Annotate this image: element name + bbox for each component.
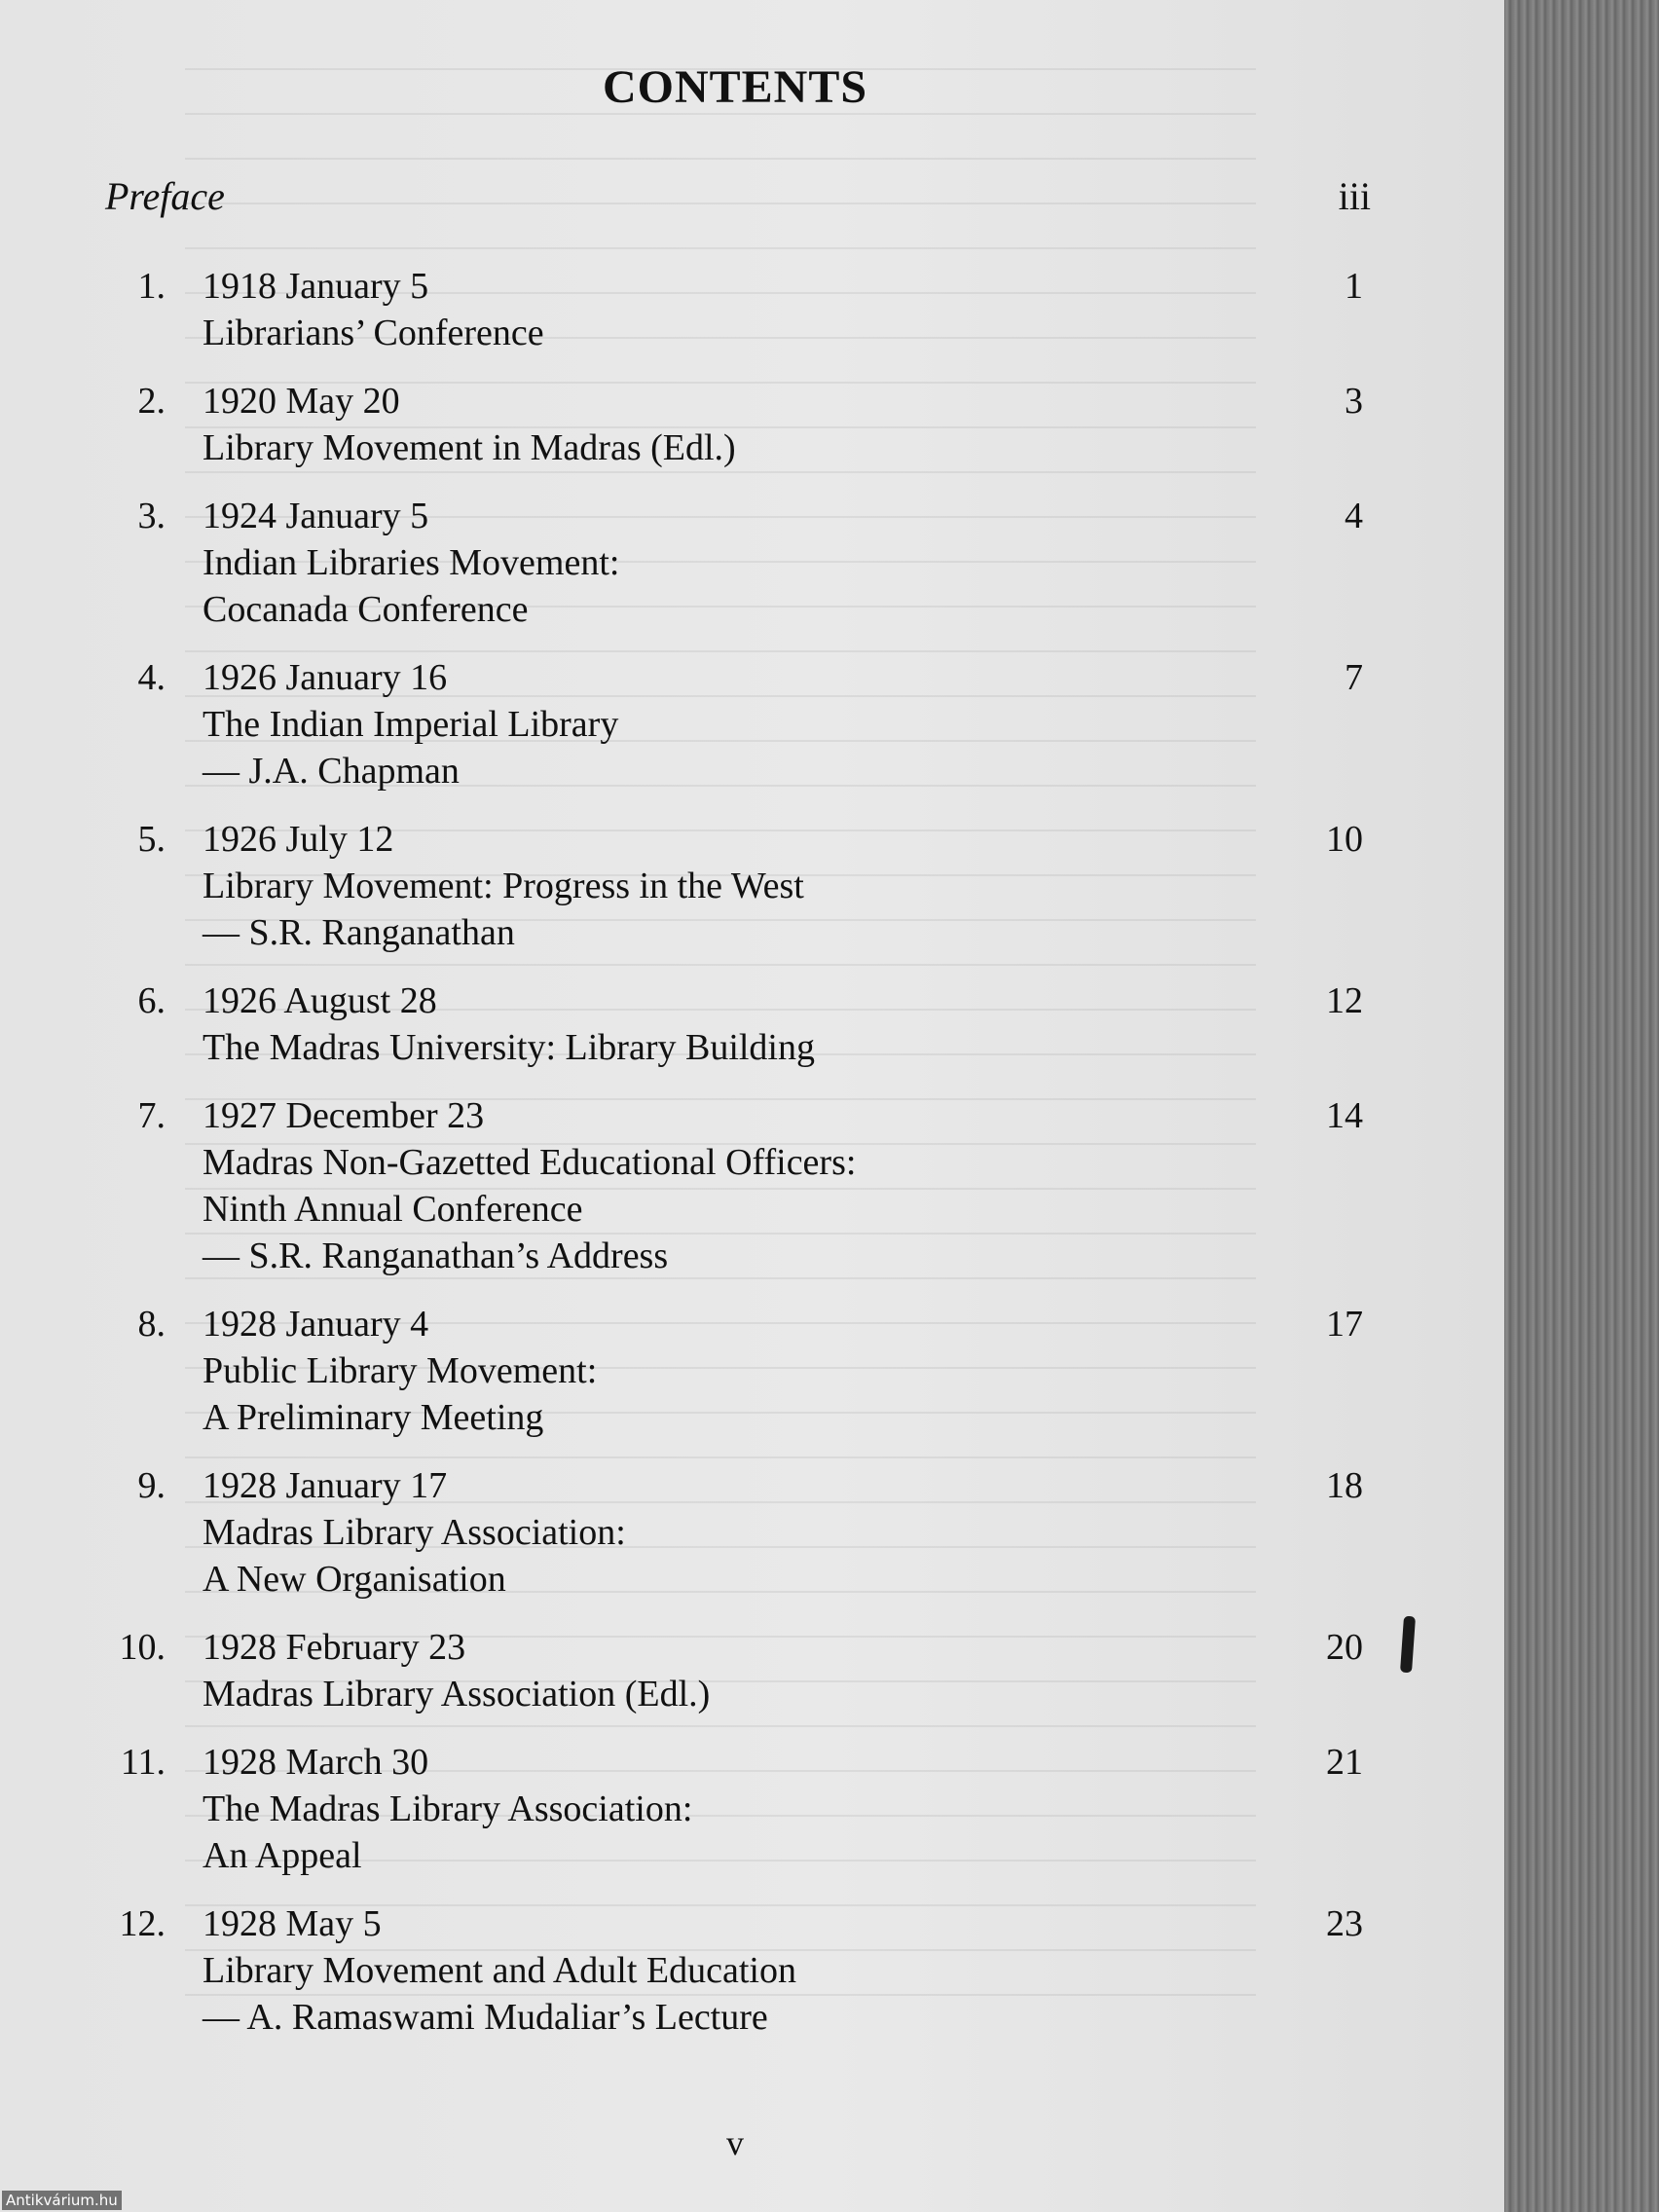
entry-number: 7. [137, 1095, 166, 1136]
entry-text [203, 1301, 597, 1441]
entry-page-number: 17 [1326, 1304, 1363, 1345]
entry-page-number: 21 [1326, 1742, 1363, 1783]
entry-page-number: 20 [1326, 1627, 1363, 1668]
entry-date: 1924 January 5 [203, 496, 429, 536]
entry-title-line: Madras Library Association: [203, 1512, 626, 1553]
contents-entry [0, 1301, 1504, 1441]
entry-date: 1928 May 5 [203, 1903, 382, 1944]
contents-entry [0, 1092, 1504, 1279]
entry-date: 1926 January 16 [203, 657, 448, 698]
entry-title-line: Library Movement and Adult Education [203, 1950, 796, 1991]
entry-number: 10. [119, 1627, 166, 1668]
entry-title-line: An Appeal [203, 1835, 362, 1876]
entry-page-number: 7 [1345, 657, 1363, 698]
contents-entry [0, 816, 1504, 956]
entry-title-line: The Madras University: Library Building [203, 1027, 815, 1068]
contents-entry [0, 1624, 1504, 1717]
entry-title-line: — S.R. Ranganathan [203, 912, 515, 953]
entry-number: 4. [137, 657, 166, 698]
entry-text [203, 1624, 710, 1717]
entry-number: 11. [120, 1742, 166, 1783]
entry-page-number: 14 [1326, 1095, 1363, 1136]
entry-text [203, 1739, 692, 1879]
entry-title-line: Librarians’ Conference [203, 313, 544, 353]
contents-entry [0, 1900, 1504, 2041]
entry-title-line: Public Library Movement: [203, 1350, 598, 1391]
entry-title-line: — A. Ramaswami Mudaliar’s Lecture [203, 1997, 768, 2038]
entry-text [203, 1462, 626, 1603]
entry-date: 1927 December 23 [203, 1095, 485, 1136]
entry-title-line: The Madras Library Association: [203, 1788, 693, 1829]
entry-date: 1928 January 17 [203, 1465, 448, 1506]
entry-text [203, 1092, 856, 1279]
contents-entry [0, 977, 1504, 1071]
contents-list [0, 263, 1504, 2062]
entry-number: 12. [119, 1903, 166, 1944]
watermark: Antikvárium.hu [2, 2191, 122, 2210]
entry-title-line: Library Movement in Madras (Edl.) [203, 427, 736, 468]
entry-number: 3. [137, 496, 166, 536]
entry-title-line: Cocanada Conference [203, 589, 529, 630]
contents-entry [0, 654, 1504, 794]
entry-date: 1920 May 20 [203, 381, 400, 422]
entry-text [203, 654, 618, 794]
entry-title-line: — J.A. Chapman [203, 751, 460, 792]
entry-page-number: 1 [1345, 266, 1363, 307]
page-stack-edge [1504, 0, 1659, 2212]
preface-label: Preface [105, 174, 225, 218]
entry-page-number: 3 [1345, 381, 1363, 422]
contents-entry [0, 263, 1504, 356]
entry-text [203, 378, 736, 471]
entry-title-line: — S.R. Ranganathan’s Address [203, 1235, 669, 1276]
entry-page-number: 18 [1326, 1465, 1363, 1506]
entry-date: 1926 July 12 [203, 819, 394, 860]
page-title: CONTENTS [602, 61, 868, 113]
entry-date: 1928 March 30 [203, 1742, 429, 1783]
entry-text [203, 816, 804, 956]
entry-text [203, 977, 815, 1071]
entry-title-line: A New Organisation [203, 1559, 506, 1600]
contents-entry [0, 378, 1504, 471]
page-folio: v [726, 2123, 744, 2162]
entry-number: 5. [137, 819, 166, 860]
entry-page-number: 23 [1326, 1903, 1363, 1944]
entry-title-line: Madras Library Association (Edl.) [203, 1674, 711, 1714]
entry-text [203, 493, 619, 633]
entry-date: 1918 January 5 [203, 266, 429, 307]
entry-title-line: Madras Non-Gazetted Educational Officers: [203, 1142, 857, 1183]
entry-date: 1928 January 4 [203, 1304, 429, 1345]
contents-entry [0, 493, 1504, 633]
entry-title-line: A Preliminary Meeting [203, 1397, 544, 1438]
entry-text [203, 263, 544, 356]
entry-date: 1928 February 23 [203, 1627, 466, 1668]
entry-page-number: 12 [1326, 980, 1363, 1021]
entry-date: 1926 August 28 [203, 980, 437, 1021]
entry-number: 1. [137, 266, 166, 307]
entry-page-number: 4 [1345, 496, 1363, 536]
entry-title-line: Library Movement: Progress in the West [203, 866, 804, 906]
contents-entry [0, 1739, 1504, 1879]
entry-title-line: The Indian Imperial Library [203, 704, 619, 745]
preface-page-number: iii [1338, 174, 1371, 218]
entry-number: 8. [137, 1304, 166, 1345]
entry-number: 2. [137, 381, 166, 422]
entry-page-number: 10 [1326, 819, 1363, 860]
entry-number: 9. [137, 1465, 166, 1506]
contents-entry [0, 1462, 1504, 1603]
entry-text [203, 1900, 796, 2041]
preface-entry [105, 173, 1371, 222]
entry-title-line: Indian Libraries Movement: [203, 542, 620, 583]
entry-number: 6. [137, 980, 166, 1021]
entry-title-line: Ninth Annual Conference [203, 1189, 583, 1230]
